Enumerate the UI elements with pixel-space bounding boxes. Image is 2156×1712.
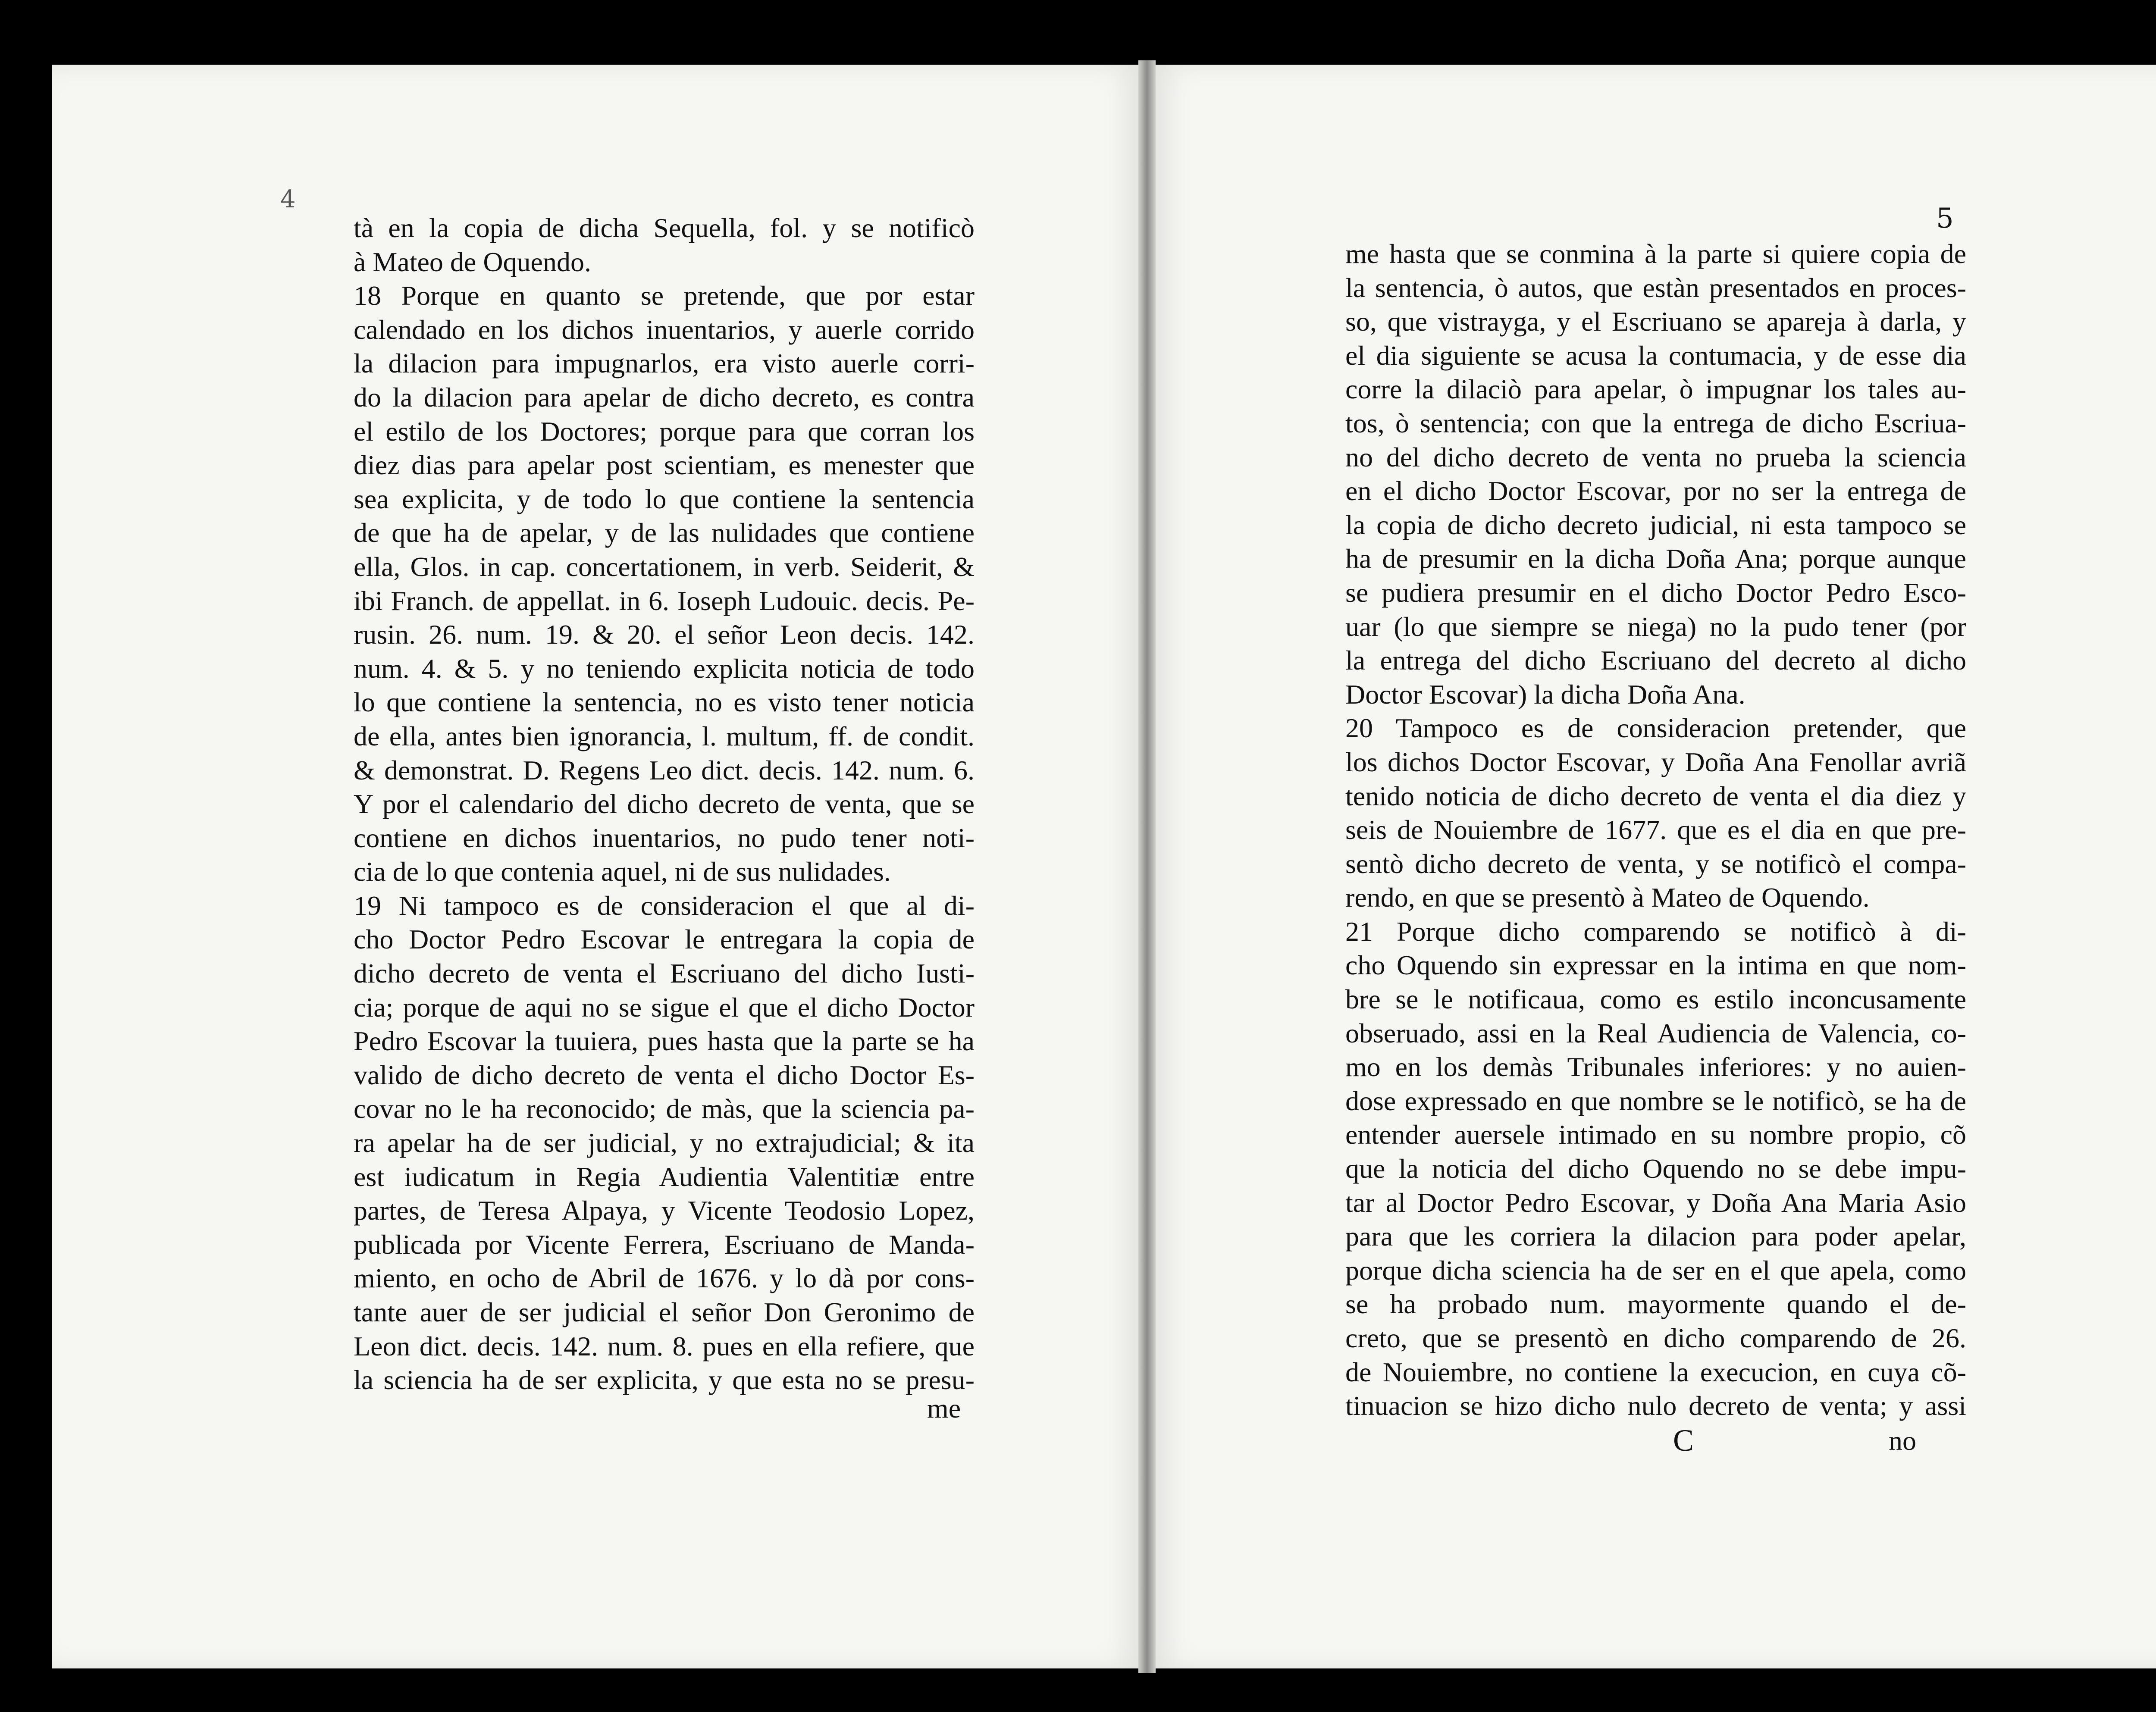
text-line: Doctor Escovar) la dicha Doña Ana.: [1345, 679, 1745, 710]
text-line: sea explicita, y de todo lo que contiene la sentencia: [354, 483, 975, 514]
text-line: 19 Ni tampoco es de consideracion el que al di-: [354, 890, 975, 921]
text-line: no del dicho decreto de venta no prueba la sciencia: [1345, 441, 1966, 473]
text-line: sentò dicho decreto de venta, y se notificò el compa-: [1345, 848, 1966, 879]
text-line: ella, Glos. in cap. concertationem, in verb. Seiderit, &: [354, 551, 975, 582]
text-line: bre se le notificaua, como es estilo inconcusamente: [1345, 984, 1966, 1015]
text-line: tenido noticia de dicho decreto de venta el dia diez y: [1345, 780, 1966, 811]
text-line: lo que contiene la sentencia, no es visto tener noticia: [354, 687, 975, 718]
text-line: contiene en dichos inuentarios, no pudo tener noti-: [354, 822, 975, 853]
text-line: tos, ò sentencia; con que la entrega de dicho Escriua-: [1345, 407, 1966, 438]
text-line: el estilo de los Doctores; porque para que corran los: [354, 416, 975, 447]
text-line: el dia siguiente se acusa la contumacia, y de esse dia: [1345, 340, 1966, 371]
text-line: à Mateo de Oquendo.: [354, 246, 591, 277]
text-line: Y por el calendario del dicho decreto de venta, que se: [354, 789, 975, 820]
text-line: partes, de Teresa Alpaya, y Vicente Teodosio Lopez,: [354, 1195, 975, 1226]
left-catchword: me: [927, 1393, 961, 1424]
text-line: ra apelar ha de ser judicial, y no extrajudicial; & ita: [354, 1127, 975, 1158]
text-line: la copia de dicho decreto judicial, ni esta tampoco se: [1345, 509, 1966, 540]
book-gutter: [1138, 60, 1156, 1673]
text-line: mo en los demàs Tribunales inferiores: y no auien-: [1345, 1052, 1966, 1083]
signature-mark: C: [1673, 1423, 1694, 1458]
text-line: rendo, en que se presentò à Mateo de Oquendo.: [1345, 882, 1870, 913]
text-line: cho Oquendo sin expressar en la intima en que nom-: [1345, 950, 1966, 981]
text-line: & demonstrat. D. Regens Leo dict. decis. 142. num. 6.: [354, 754, 975, 786]
text-line: 21 Porque dicho comparendo se notificò à di-: [1345, 916, 1966, 947]
text-line: creto, que se presentò en dicho comparendo de 26.: [1345, 1323, 1966, 1353]
text-line: calendado en los dichos inuentarios, y auerle corrido: [354, 314, 975, 345]
text-line: se ha probado num. mayormente quando el de-: [1345, 1289, 1966, 1320]
left-page-number: 4: [280, 185, 296, 213]
text-line: num. 4. & 5. y no teniendo explicita noticia de todo: [354, 653, 975, 684]
text-line: cho Doctor Pedro Escovar le entregara la copia de: [354, 924, 975, 955]
text-line: miento, en ocho de Abril de 1676. y lo dà por cons-: [354, 1263, 975, 1294]
text-line: 18 Porque en quanto se pretende, que por estar: [354, 280, 975, 311]
text-line: entender auersele intimado en su nombre propio, cõ: [1345, 1119, 1966, 1150]
text-line: rusin. 26. num. 19. & 20. el señor Leon decis. 142.: [354, 619, 975, 650]
text-line: publicada por Vicente Ferrera, Escriuano de Manda-: [354, 1229, 975, 1260]
text-line: obseruado, assi en la Real Audiencia de Valencia, co-: [1345, 1017, 1966, 1048]
text-line: tante auer de ser judicial el señor Don Geronimo de: [354, 1297, 975, 1327]
text-line: so, que vistrayga, y el Escriuano se apareja à darla, y: [1345, 306, 1966, 337]
text-line: tà en la copia de dicha Sequella, fol. y se notificò: [354, 213, 975, 243]
text-line: covar no le ha reconocido; de màs, que la sciencia pa-: [354, 1093, 975, 1124]
text-line: para que les corriera la dilacion para poder apelar,: [1345, 1221, 1966, 1252]
text-line: se pudiera presumir en el dicho Doctor Pedro Esco-: [1345, 577, 1966, 608]
text-line: Leon dict. decis. 142. num. 8. pues en ella refiere, que: [354, 1330, 975, 1361]
text-line: cia; porque de aqui no se sigue el que el dicho Doctor: [354, 992, 975, 1023]
right-text-column: [1345, 237, 1966, 1423]
text-line: de Nouiembre, no contiene la execucion, en cuya cõ-: [1345, 1356, 1966, 1387]
text-line: los dichos Doctor Escovar, y Doña Ana Fenollar avriã: [1345, 746, 1966, 777]
text-line: me hasta que se conmina à la parte si quiere copia de: [1345, 238, 1966, 269]
text-line: que la noticia del dicho Oquendo no se debe impu-: [1345, 1153, 1966, 1184]
text-line: la entrega del dicho Escriuano del decreto al dicho: [1345, 645, 1966, 676]
text-line: Pedro Escovar la tuuiera, pues hasta que la parte se ha: [354, 1026, 975, 1057]
right-page-number: 5: [1936, 203, 1954, 235]
text-line: est iudicatum in Regia Audientia Valentitiæ entre: [354, 1161, 975, 1192]
text-line: corre la dilaciò para apelar, ò impugnar los tales au-: [1345, 374, 1966, 405]
left-text-column: [354, 211, 975, 1397]
text-line: la dilacion para impugnarlos, era visto auerle corri-: [354, 348, 975, 379]
text-line: dose expressado en que nombre se le notificò, se ha de: [1345, 1085, 1966, 1116]
right-catchword: no: [1889, 1425, 1916, 1456]
text-line: ha de presumir en la dicha Doña Ana; porque aunque: [1345, 543, 1966, 574]
text-line: seis de Nouiembre de 1677. que es el dia en que pre-: [1345, 814, 1966, 845]
text-line: porque dicha sciencia ha de ser en el que apela, como: [1345, 1255, 1966, 1286]
text-line: valido de dicho decreto de venta el dicho Doctor Es-: [354, 1059, 975, 1090]
text-line: 20 Tampoco es de consideracion pretender, que: [1345, 713, 1966, 744]
text-line: dicho decreto de venta el Escriuano del dicho Iusti-: [354, 958, 975, 989]
text-line: cia de lo que contenia aquel, ni de sus nulidades.: [354, 856, 891, 887]
text-line: tinuacion se hizo dicho nulo decreto de venta; y assi: [1345, 1390, 1966, 1421]
text-line: diez dias para apelar post scientiam, es menester que: [354, 450, 975, 481]
text-line: ibi Franch. de appellat. in 6. Ioseph Ludouic. decis. Pe-: [354, 585, 975, 616]
text-line: do la dilacion para apelar de dicho decreto, es contra: [354, 382, 975, 413]
text-line: la sentencia, ò autos, que estàn presentados en proces-: [1345, 272, 1966, 303]
text-line: la sciencia ha de ser explicita, y que esta no se presu-: [354, 1365, 975, 1396]
text-line: uar (lo que siempre se niega) no la pudo tener (por: [1345, 611, 1966, 642]
text-line: tar al Doctor Pedro Escovar, y Doña Ana Maria Asio: [1345, 1187, 1966, 1218]
text-line: de que ha de apelar, y de las nulidades que contiene: [354, 517, 975, 548]
text-line: en el dicho Doctor Escovar, por no ser la entrega de: [1345, 476, 1966, 507]
text-line: de ella, antes bien ignorancia, l. multum, ff. de condit.: [354, 720, 975, 751]
